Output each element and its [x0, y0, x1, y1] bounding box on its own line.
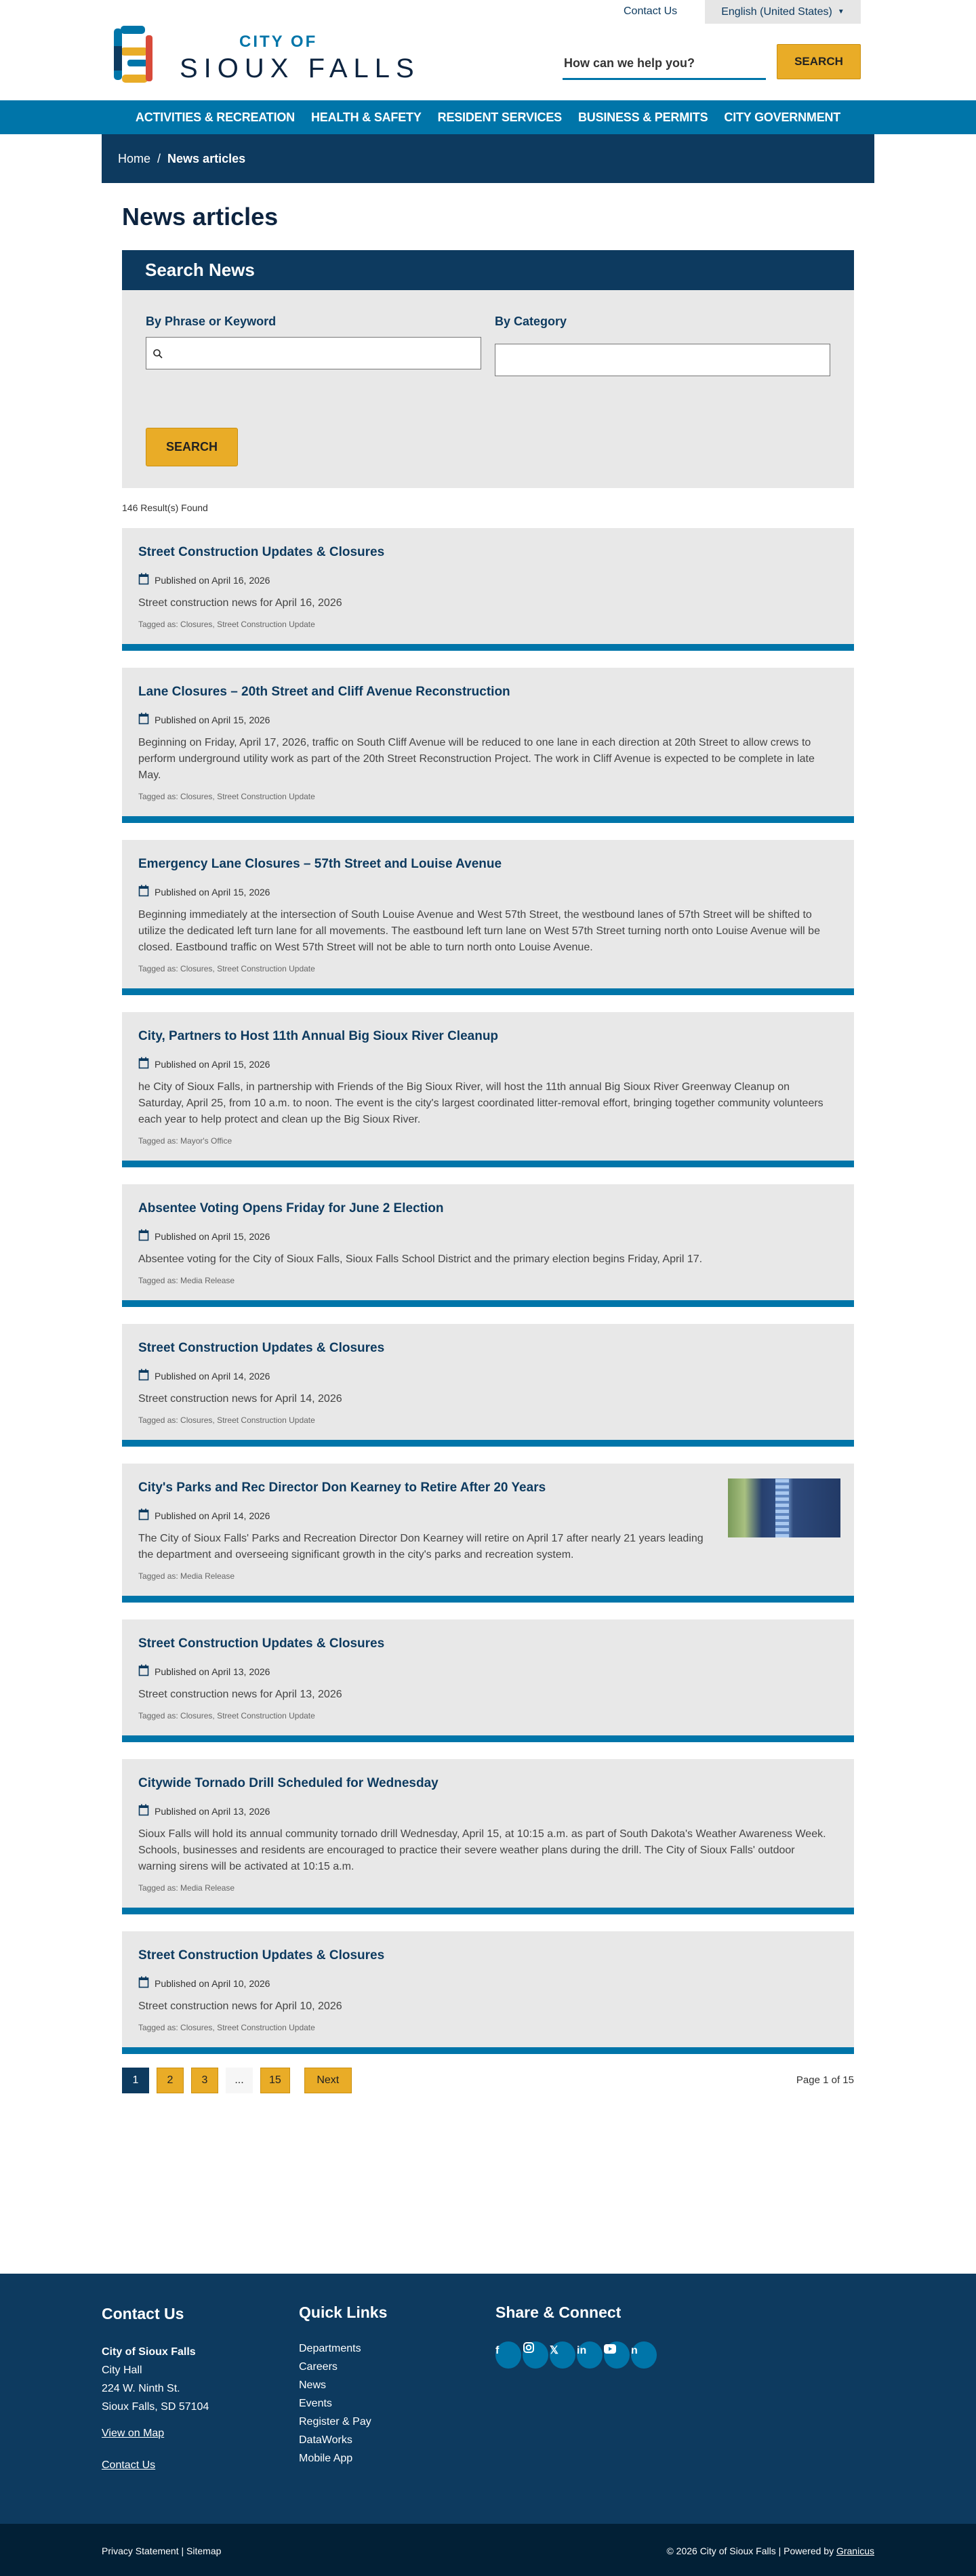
instagram-icon[interactable] — [523, 2341, 548, 2369]
quick-link[interactable]: Events — [299, 2398, 332, 2409]
article-title-link[interactable]: City's Parks and Rec Director Don Kearney to Retire After 20 Years — [138, 1481, 546, 1495]
quick-link[interactable]: Departments — [299, 2343, 361, 2354]
article-card — [122, 528, 854, 651]
calendar-icon — [138, 1976, 149, 1990]
article-tags: Tagged as: Closures, Street Construction Update — [138, 1711, 315, 1720]
article-card — [122, 1324, 854, 1447]
article-tags: Tagged as: Media Release — [138, 1883, 235, 1893]
page-1[interactable]: 1 — [122, 2068, 149, 2093]
site-logo[interactable] — [114, 26, 420, 84]
article-card — [122, 1464, 854, 1603]
article-date: Published on April 13, 2026 — [155, 1805, 270, 1817]
page-3[interactable]: 3 — [191, 2068, 218, 2093]
article-title-link[interactable]: Street Construction Updates & Closures — [138, 545, 385, 559]
breadcrumb — [102, 134, 874, 183]
copyright: © 2026 City of Sioux Falls | Powered by — [666, 2545, 834, 2556]
nav-resident-services[interactable]: RESIDENT SERVICES — [437, 110, 562, 124]
article-title-link[interactable]: Citywide Tornado Drill Scheduled for Wednesday — [138, 1776, 439, 1790]
article-title-link[interactable]: Street Construction Updates & Closures — [138, 1341, 385, 1355]
youtube-icon[interactable] — [604, 2341, 630, 2369]
article-date: Published on April 10, 2026 — [155, 1977, 270, 1989]
next-page-button[interactable]: Next — [304, 2068, 352, 2093]
quick-link[interactable]: DataWorks — [299, 2434, 352, 2446]
footer-social-heading: Share & Connect — [495, 2303, 622, 2321]
page-2[interactable]: 2 — [157, 2068, 184, 2093]
article-date: Published on April 16, 2026 — [155, 574, 270, 586]
breadcrumb-separator: / — [157, 151, 161, 165]
article-summary: Beginning immediately at the intersection of South Louise Avenue and West 57th Street, the westbound lanes of 57th Street will be shifted to utilize the dedicated left turn lane for all movements. The eastbound left turn lane on West 57th Street turning north onto Louise Avenue will be closed. Eastbound traffic on West 57th Street will not be able to turn north onto Louise Avenue. — [138, 909, 820, 953]
social-links — [495, 2341, 658, 2369]
search-news-title: Search News — [122, 250, 854, 290]
article-tags: Tagged as: Mayor's Office — [138, 1136, 232, 1146]
quick-link[interactable]: Register & Pay — [299, 2416, 371, 2428]
nav-city-government[interactable]: CITY GOVERNMENT — [724, 110, 841, 124]
nav-activities-recreation[interactable]: ACTIVITIES & RECREATION — [135, 110, 295, 124]
footer-org-name: City of Sioux Falls — [102, 2346, 196, 2358]
logo-text-2: SIOUX FALLS — [180, 54, 420, 83]
footer-quick-links-heading: Quick Links — [299, 2303, 388, 2321]
article-date: Published on April 15, 2026 — [155, 886, 270, 898]
article-card — [122, 1184, 854, 1307]
article-date: Published on April 15, 2026 — [155, 714, 270, 725]
page-title: News articles — [122, 203, 279, 230]
article-title-link[interactable]: Street Construction Updates & Closures — [138, 1636, 385, 1651]
article-tags: Tagged as: Media Release — [138, 1276, 235, 1285]
calendar-icon — [138, 712, 149, 727]
article-date: Published on April 15, 2026 — [155, 1058, 270, 1070]
article-card — [122, 668, 854, 823]
article-summary: The City of Sioux Falls' Parks and Recreation Director Don Kearney will retire on April 17 after nearly 21 years leading the department and overseeing significant growth in the city's parks and recreation system. — [138, 1533, 704, 1561]
article-card — [122, 840, 854, 995]
article-summary: Street construction news for April 13, 2026 — [138, 1689, 342, 1700]
footer-address-line: City Hall — [102, 2364, 142, 2376]
article-tags: Tagged as: Closures, Street Construction Update — [138, 792, 315, 801]
article-date: Published on April 15, 2026 — [155, 1230, 270, 1242]
site-search-input[interactable] — [563, 49, 766, 80]
main-content — [122, 197, 854, 2093]
quick-link[interactable]: Mobile App — [299, 2453, 353, 2464]
nextdoor-icon[interactable]: n — [631, 2341, 657, 2369]
article-card — [122, 1619, 854, 1742]
facebook-icon[interactable]: f — [495, 2341, 521, 2369]
footer-address-line: 224 W. Ninth St. — [102, 2383, 180, 2394]
page-15[interactable]: 15 — [260, 2068, 290, 2093]
article-tags: Tagged as: Closures, Street Construction Update — [138, 2023, 315, 2032]
category-label: By Category — [495, 315, 567, 328]
calendar-icon — [138, 1229, 149, 1243]
linkedin-icon[interactable]: in — [577, 2341, 603, 2369]
keyword-input[interactable] — [146, 337, 481, 369]
calendar-icon — [138, 1804, 149, 1818]
article-summary: Beginning on Friday, April 17, 2026, traffic on South Cliff Avenue will be reduced to one lane in each direction at 20th Street to allow crews to perform underground utility work as part of the 20th Street Reconstruction Project. The work in Cliff Avenue is expected to be complete in late May. — [138, 737, 815, 781]
footer — [0, 2274, 976, 2524]
calendar-icon — [138, 1369, 149, 1383]
breadcrumb-current: News articles — [167, 151, 246, 165]
article-summary: he City of Sioux Falls, in partnership with Friends of the Big Sioux River, will host the 11th annual Big Sioux River Greenway Cleanup on Saturday, April 25, from 10 a.m. to noon. The event is the city's largest coordinated litter-removal effort, bringing together community volunteers each year to help protect and clean up the Big Sioux River. — [138, 1081, 824, 1125]
page-ellipsis: ... — [226, 2068, 253, 2093]
nav-health-safety[interactable]: HEALTH & SAFETY — [310, 110, 422, 124]
calendar-icon — [138, 1508, 149, 1523]
article-thumbnail[interactable] — [728, 1478, 840, 1537]
pagination — [122, 2068, 854, 2093]
article-summary: Street construction news for April 16, 2026 — [138, 597, 342, 609]
article-title-link[interactable]: Emergency Lane Closures – 57th Street and Louise Avenue — [138, 857, 502, 871]
article-summary: Absentee voting for the City of Sioux Falls, Sioux Falls School District and the primary election begins Friday, April 17. — [138, 1253, 703, 1265]
sitemap-link[interactable]: Sitemap — [186, 2545, 222, 2556]
article-card — [122, 1012, 854, 1167]
calendar-icon — [138, 885, 149, 899]
caret-down-icon: ▼ — [837, 8, 845, 16]
logo-text-1: CITY OF — [239, 33, 318, 51]
article-date: Published on April 13, 2026 — [155, 1666, 270, 1677]
article-card — [122, 1931, 854, 2054]
article-card — [122, 1759, 854, 1914]
page-info: Page 1 of 15 — [796, 2074, 854, 2086]
results-count: 146 Result(s) Found — [122, 502, 208, 513]
article-date: Published on April 14, 2026 — [155, 1510, 270, 1521]
article-title-link[interactable]: Lane Closures – 20th Street and Cliff Avenue Reconstruction — [138, 685, 510, 699]
article-list — [122, 528, 854, 2054]
article-tags: Tagged as: Closures, Street Construction Update — [138, 964, 315, 973]
quick-link[interactable]: Careers — [299, 2361, 338, 2373]
article-date: Published on April 14, 2026 — [155, 1370, 270, 1382]
search-news-panel — [122, 250, 854, 488]
article-tags: Tagged as: Closures, Street Construction Update — [138, 1415, 315, 1425]
calendar-icon — [138, 1664, 149, 1678]
keyword-label: By Phrase or Keyword — [146, 315, 277, 328]
language-selector[interactable] — [705, 0, 861, 24]
main-nav — [0, 100, 976, 134]
privacy-link[interactable]: Privacy Statement — [102, 2545, 179, 2556]
view-on-map-link[interactable]: View on Map — [102, 2428, 165, 2439]
article-title-link[interactable]: Absentee Voting Opens Friday for June 2 Election — [138, 1201, 444, 1215]
top-contact-link[interactable]: Contact Us — [624, 5, 678, 17]
article-summary: Street construction news for April 14, 2026 — [138, 1393, 342, 1405]
site-search-button[interactable]: SEARCH — [777, 44, 861, 79]
search-icon — [152, 348, 163, 359]
footer-contact-heading: Contact Us — [102, 2305, 184, 2322]
breadcrumb-home[interactable]: Home — [118, 151, 151, 165]
granicus-link[interactable]: Granicus — [836, 2545, 874, 2556]
calendar-icon — [138, 1057, 149, 1071]
article-title-link[interactable]: City, Partners to Host 11th Annual Big Sioux River Cleanup — [138, 1029, 499, 1043]
footer-contact-link[interactable]: Contact Us — [102, 2459, 156, 2471]
nav-business-permits[interactable]: BUSINESS & PERMITS — [577, 110, 708, 124]
search-news-button[interactable]: SEARCH — [146, 428, 238, 466]
footer-bottom — [0, 2524, 976, 2576]
article-tags: Tagged as: Closures, Street Construction Update — [138, 620, 315, 629]
footer-address-line: Sioux Falls, SD 57104 — [102, 2401, 209, 2413]
article-tags: Tagged as: Media Release — [138, 1571, 235, 1581]
article-summary: Sioux Falls will hold its annual community tornado drill Wednesday, April 15, at 10:15 a.m. as part of South Dakota's Weather Awareness Week. Schools, businesses and residents are encouraged to practice their severe weather plans during the drill. The City of Sioux Falls' outdoor warning sirens will be activated at 10:15 a.m. — [138, 1828, 826, 1872]
language-label: English (United States) — [721, 5, 832, 18]
calendar-icon — [138, 573, 149, 587]
article-summary: Street construction news for April 10, 2026 — [138, 2000, 342, 2012]
footer-separator: | — [181, 2545, 184, 2556]
x-icon[interactable]: 𝕏 — [550, 2341, 575, 2369]
quick-link[interactable]: News — [299, 2379, 327, 2391]
category-select[interactable] — [495, 344, 830, 376]
article-title-link[interactable]: Street Construction Updates & Closures — [138, 1948, 385, 1963]
